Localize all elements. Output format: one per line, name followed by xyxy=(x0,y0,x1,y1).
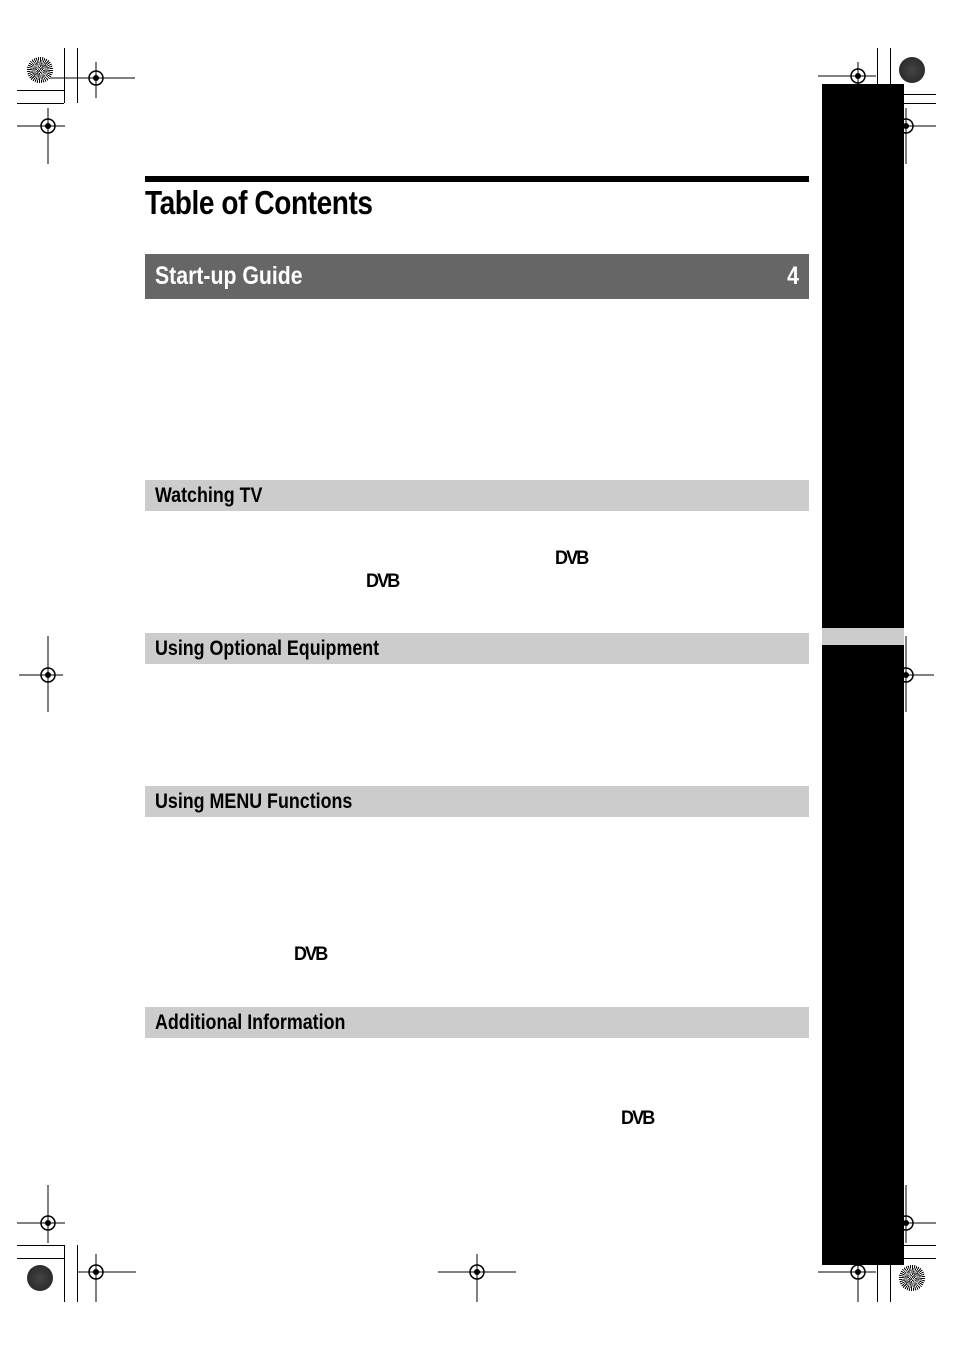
section-start-up-guide[interactable] xyxy=(145,254,809,299)
dvb-logo: DVB xyxy=(555,548,588,569)
crop-mark xyxy=(17,1245,64,1246)
crop-mark xyxy=(904,103,936,104)
section-label: Start-up Guide xyxy=(155,262,303,290)
page-title: Table of Contents xyxy=(145,184,373,221)
section-using-optional-equipment[interactable] xyxy=(145,633,809,664)
crop-mark xyxy=(890,48,891,90)
section-label: Watching TV xyxy=(155,483,263,507)
registration-mark-icon xyxy=(78,1254,136,1302)
registration-mark-icon xyxy=(890,636,934,712)
section-page-number: 4 xyxy=(787,262,799,290)
crop-mark xyxy=(17,1258,64,1259)
registration-mark-icon xyxy=(17,1185,65,1243)
side-tab xyxy=(822,84,904,628)
title-rule xyxy=(145,176,809,182)
crop-mark xyxy=(904,94,936,95)
section-additional-information[interactable] xyxy=(145,1007,809,1038)
crop-mark xyxy=(904,1258,936,1259)
star-target-icon xyxy=(899,1265,925,1291)
side-tab-lower xyxy=(822,645,904,1265)
section-watching-tv[interactable] xyxy=(145,480,809,511)
registration-mark-icon xyxy=(39,62,151,98)
registration-mark-icon xyxy=(888,108,936,164)
dvb-logo: DVB xyxy=(621,1108,654,1129)
registration-mark-icon xyxy=(19,636,63,712)
registration-mark-icon xyxy=(438,1254,516,1302)
crop-mark xyxy=(64,1245,65,1302)
crop-mark xyxy=(904,1245,936,1246)
registration-mark-icon xyxy=(818,1254,876,1302)
section-label: Additional Information xyxy=(155,1010,346,1034)
section-label: Using Optional Equipment xyxy=(155,636,380,660)
registration-mark-icon xyxy=(17,108,65,164)
dvb-logo: DVB xyxy=(366,571,399,592)
color-target-icon xyxy=(27,1265,53,1291)
dvb-logo: DVB xyxy=(294,944,327,965)
registration-mark-icon xyxy=(888,1185,936,1243)
crop-mark xyxy=(877,48,878,90)
crop-mark xyxy=(890,1265,891,1302)
section-label: Using MENU Functions xyxy=(155,789,353,813)
crop-mark xyxy=(17,103,64,104)
star-target-icon xyxy=(27,57,53,83)
section-using-menu-functions[interactable] xyxy=(145,786,809,817)
crop-mark xyxy=(877,1265,878,1302)
registration-mark-icon xyxy=(818,62,876,98)
color-target-icon xyxy=(899,57,925,83)
